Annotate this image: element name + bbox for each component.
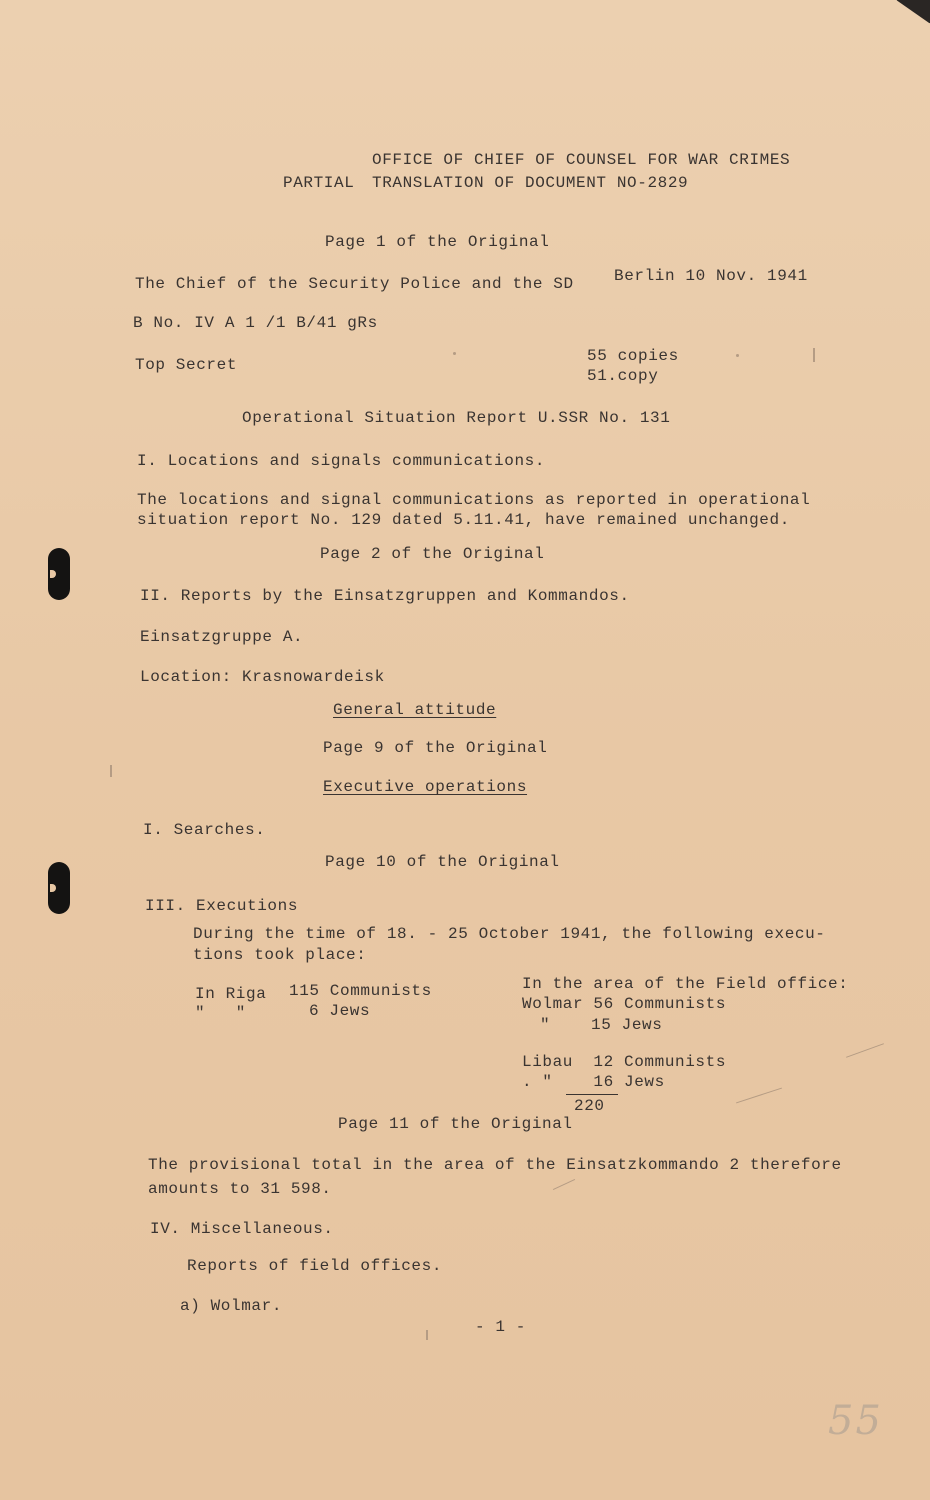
copy-number: 51.copy — [587, 367, 659, 385]
paper-speck — [426, 1330, 428, 1340]
classification: Top Secret — [135, 356, 238, 374]
page-corner-fold — [897, 0, 930, 23]
section-1-heading: I. Locations and signals communications. — [137, 452, 546, 470]
wolmar-communists: Wolmar 56 Communists — [522, 995, 727, 1013]
field-office-heading: In the area of the Field office: — [522, 975, 849, 993]
section-1-body-line-2: situation report No. 129 dated 5.11.41, have remained unchanged. — [137, 511, 790, 529]
searches-heading: I. Searches. — [143, 821, 266, 839]
provisional-total-line-2: amounts to 31 598. — [148, 1180, 332, 1198]
page-number: - 1 - — [475, 1318, 527, 1336]
report-title: Operational Situation Report U.SSR No. 131 — [242, 409, 671, 427]
paper-speck — [110, 765, 112, 777]
place-date: Berlin 10 Nov. 1941 — [614, 267, 808, 285]
reference-number: B No. IV A 1 /1 B/41 gRs — [133, 314, 378, 332]
pencil-page-mark: 55 — [828, 1398, 883, 1444]
page-marker-2: Page 2 of the Original — [320, 545, 545, 563]
libau-communists: Libau 12 Communists — [522, 1053, 727, 1071]
paper-speck — [736, 354, 739, 357]
location-line: Location: Krasnowardeisk — [140, 668, 385, 686]
paper-speck — [846, 1043, 884, 1058]
office-heading: OFFICE OF CHIEF OF COUNSEL FOR WAR CRIMES — [372, 151, 791, 169]
executive-operations-heading: Executive operations — [323, 778, 528, 796]
item-a-wolmar: a) Wolmar. — [180, 1297, 283, 1315]
executions-intro-line-2: tions took place: — [193, 946, 367, 964]
wolmar-jews: " 15 Jews — [540, 1016, 663, 1034]
section-1-body-line-1: The locations and signal communications as reported in operational — [137, 491, 811, 509]
general-attitude-heading: General attitude — [333, 701, 497, 719]
punch-hole-bottom — [48, 862, 70, 914]
page-marker-10: Page 10 of the Original — [325, 853, 560, 871]
page-marker-9: Page 9 of the Original — [323, 739, 548, 757]
field-offices-reports: Reports of field offices. — [187, 1257, 443, 1275]
riga-jews: 6 Jews — [309, 1002, 371, 1020]
punch-hole-top — [48, 548, 70, 600]
section-2-heading: II. Reports by the Einsatzgruppen and Kommandos. — [140, 587, 630, 605]
page-marker-11: Page 11 of the Original — [338, 1115, 573, 1133]
paper-speck — [553, 1179, 575, 1190]
sender-line: The Chief of the Security Police and the SD — [135, 275, 574, 293]
provisional-total-line-1: The provisional total in the area of the Einsatzkommando 2 therefore — [148, 1156, 842, 1174]
section-3-heading: III. Executions — [145, 897, 299, 915]
ditto-marks: " " — [195, 1004, 247, 1022]
riga-label: In Riga — [195, 985, 267, 1003]
translation-heading: TRANSLATION OF DOCUMENT NO-2829 — [372, 174, 689, 192]
paper-speck — [813, 348, 815, 362]
sum-rule — [566, 1094, 618, 1095]
libau-jews: . " 16 Jews — [522, 1073, 665, 1091]
einsatzgruppe-label: Einsatzgruppe A. — [140, 628, 304, 646]
paper-speck — [736, 1088, 782, 1104]
partial-label: PARTIAL — [283, 174, 355, 192]
copies-count: 55 copies — [587, 347, 679, 365]
paper-speck — [453, 352, 456, 355]
executions-total: 220 — [574, 1097, 605, 1115]
section-4-heading: IV. Miscellaneous. — [150, 1220, 334, 1238]
riga-communists: 115 Communists — [289, 982, 432, 1000]
page-marker-1: Page 1 of the Original — [325, 233, 550, 251]
executions-intro-line-1: During the time of 18. - 25 October 1941, the following execu- — [193, 925, 826, 943]
